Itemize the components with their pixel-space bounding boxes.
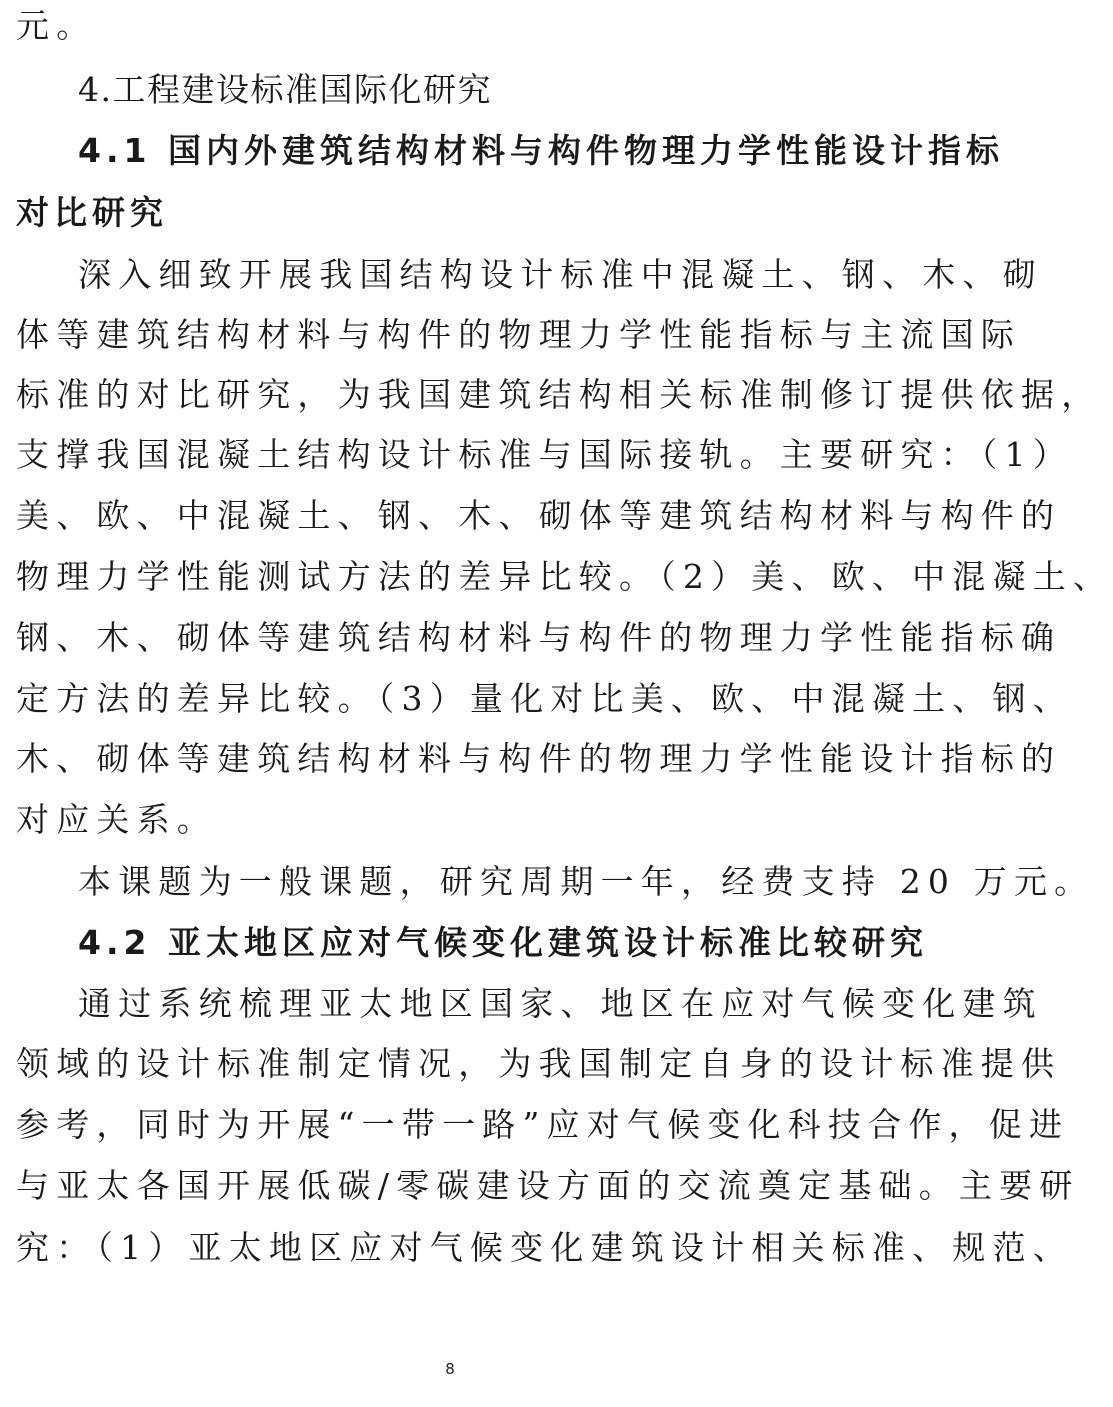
subsection-heading-4-1-line-1: 4.1 国内外建筑结构材料与构件物理力学性能设计指标 [78,131,1004,170]
body-line: 标准的对比研究，为我国建筑结构相关标准制修订提供依据， [16,375,1102,414]
body-line: 参考，同时为开展“一带一路”应对气候变化科技合作，促进 [16,1105,1070,1144]
body-line: 通过系统梳理亚太地区国家、地区在应对气候变化建筑 [78,984,1043,1023]
paragraph-tail-line: 元。 [16,6,97,45]
body-line: 究：（1）亚太地区应对气候变化建筑设计相关标准、规范、 [16,1228,1073,1267]
section-heading-4: 4.工程建设标准国际化研究 [78,70,492,109]
body-line: 定方法的差异比较。（3）量化对比美、欧、中混凝土、钢、 [16,679,1073,718]
page-number: 8 [445,1360,455,1378]
body-line: 深入细致开展我国结构设计标准中混凝土、钢、木、砌 [78,255,1043,294]
subsection-heading-4-1-line-2: 对比研究 [16,193,168,232]
body-line: 领域的设计标准制定情况，为我国制定自身的设计标准提供 [16,1044,1062,1083]
body-line: 钢、木、砌体等建筑结构材料与构件的物理力学性能指标确 [16,618,1062,657]
subsection-heading-4-2: 4.2 亚太地区应对气候变化建筑设计标准比较研究 [78,923,928,962]
body-line: 体等建筑结构材料与构件的物理力学性能指标与主流国际 [16,315,1021,354]
body-line: 支撑我国混凝土结构设计标准与国际接轨。主要研究：（1） [16,435,1073,474]
funding-note: 本课题为一般课题，研究周期一年，经费支持 20 万元。 [78,862,1095,901]
body-line: 美、欧、中混凝土、钢、木、砌体等建筑结构材料与构件的 [16,496,1062,535]
body-line: 对应关系。 [16,800,217,839]
body-line: 木、砌体等建筑结构材料与构件的物理力学性能设计指标的 [16,739,1062,778]
body-line: 物理力学性能测试方法的差异比较。（2）美、欧、中混凝土、 [16,557,1113,596]
body-line: 与亚太各国开展低碳/零碳建设方面的交流奠定基础。主要研 [16,1166,1080,1205]
